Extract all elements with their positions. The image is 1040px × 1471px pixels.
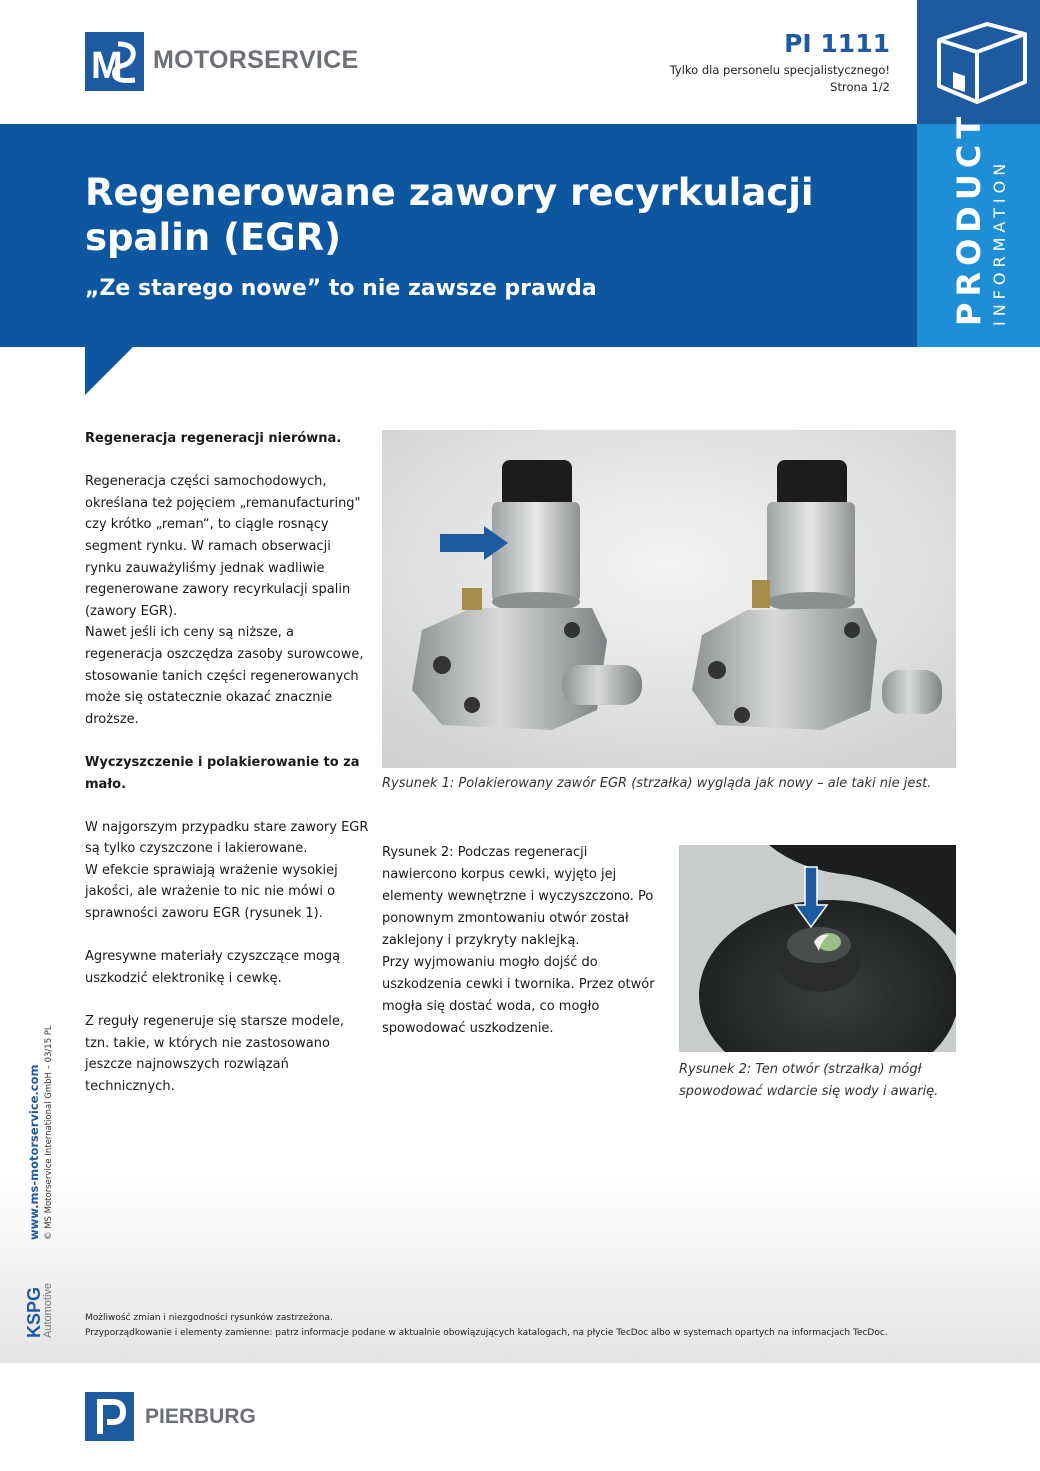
footer-disclaimer [85,1311,985,1341]
page-indicator: Strona 1/2 [830,80,890,94]
egr-valves-photo [382,430,956,768]
figure-2-caption: Rysunek 2: Ten otwór (strzałka) mógł spowodować wdarcie się wody i awarię. [679,1062,939,1099]
kspg-logo: KSPG [24,1286,44,1338]
page-title: Regenerowane zawory recyrkulacji spalin (EGR) [85,171,814,259]
product-box-icon [917,0,1040,124]
paragraph-4: Z reguły regeneruje się starsze modele, tzn. takie, w których nie zastosowano jeszcze najnowszych rozwiązań technicznych. [85,1014,345,1094]
automotive-label: Automotive [42,1282,54,1338]
paragraph-3: Agresywne materiały czyszczące mogą uszkodzić elektronikę i cewkę. [85,949,341,986]
figure-2-text [382,842,664,1040]
banner-corner-triangle [85,347,133,395]
section-heading-2: Wyczyszczenie i polakierowanie to za mało. [85,754,360,792]
disclaimer-line-2: Przyporządkowanie i elementy zamienne: patrz informacje podane w aktualnie obowiązujących katalogach, na płycie TecDoc albo w systemach opartych na informacjach TecDoc. [85,1328,888,1338]
product-label: PRODUCT [950,110,988,326]
paragraph-1a: Regeneracja części samochodowych, określana też pojęciem „remanufacturing" czy krótko „reman“, to ciągle rosnący segment rynku. W ramach obserwacji rynku zauważyliśmy jednak wadliwie regenerowane zawory recyrkulacji spalin (zawory EGR). [85,474,361,619]
figure-1-caption: Rysunek 1: Polakierowany zawór EGR (strzałka) wygląda jak nowy – ale taki nie jest. [382,776,932,791]
pierburg-brand: PIERBURG [145,1405,256,1428]
paragraph-2a: W najgorszym przypadku stare zawory EGR są tylko czyszczone i lakierowane. [85,819,369,857]
figure-2-paragraph-1: Rysunek 2: Podczas regeneracji nawiercono korpus cewki, wyjęto jej elementy wewnętrzne i wyczyszczono. Po ponownym zmontowaniu otwór został zaklejony i przykryty naklejką. [382,845,654,948]
copyright-notice: © MS Motorservice International GmbH – 03/15 PL [44,1025,54,1240]
svg-text:M: M [91,45,123,87]
page-subtitle: „Ze starego nowe” to nie zawsze prawda [85,276,597,301]
information-label: INFORMATION [990,158,1009,326]
paragraph-1b: Nawet jeśli ich ceny są niższe, a regeneracja oszczędza zasoby surowcowe, stosowanie tanich części regenerowanych może się ostatecznie okazać znacznie droższe. [85,625,364,727]
figure-2-paragraph-2: Przy wyjmowaniu mogło dojść do uszkodzenia cewki i twornika. Przez otwór mogła się dostać woda, co mogło spowodować uszkodzenie. [382,955,655,1036]
pi-number: PI 1111 [784,29,890,58]
paragraph-2b: W efekcie sprawiają wrażenie wysokiej jakości, ale wrażenie to nic nie mówi o sprawności zaworu EGR (rysunek 1). [85,862,338,922]
motorservice-brand: MOTORSERVICE [153,46,359,74]
section-heading-1: Regeneracja regeneracji nierówna. [85,431,342,446]
pierburg-logo-mark [85,1392,134,1441]
coil-hole-photo [679,845,956,1052]
disclaimer-line-1: Możliwość zmian i niezgodności rysunków zastrzeżona. [85,1313,333,1323]
main-text-column [85,428,370,1097]
staff-only-notice: Tylko dla personelu specjalistycznego! [669,63,890,77]
motorservice-logo-mark [85,32,144,91]
website-link[interactable]: www.ms-motorservice.com [27,1064,41,1240]
